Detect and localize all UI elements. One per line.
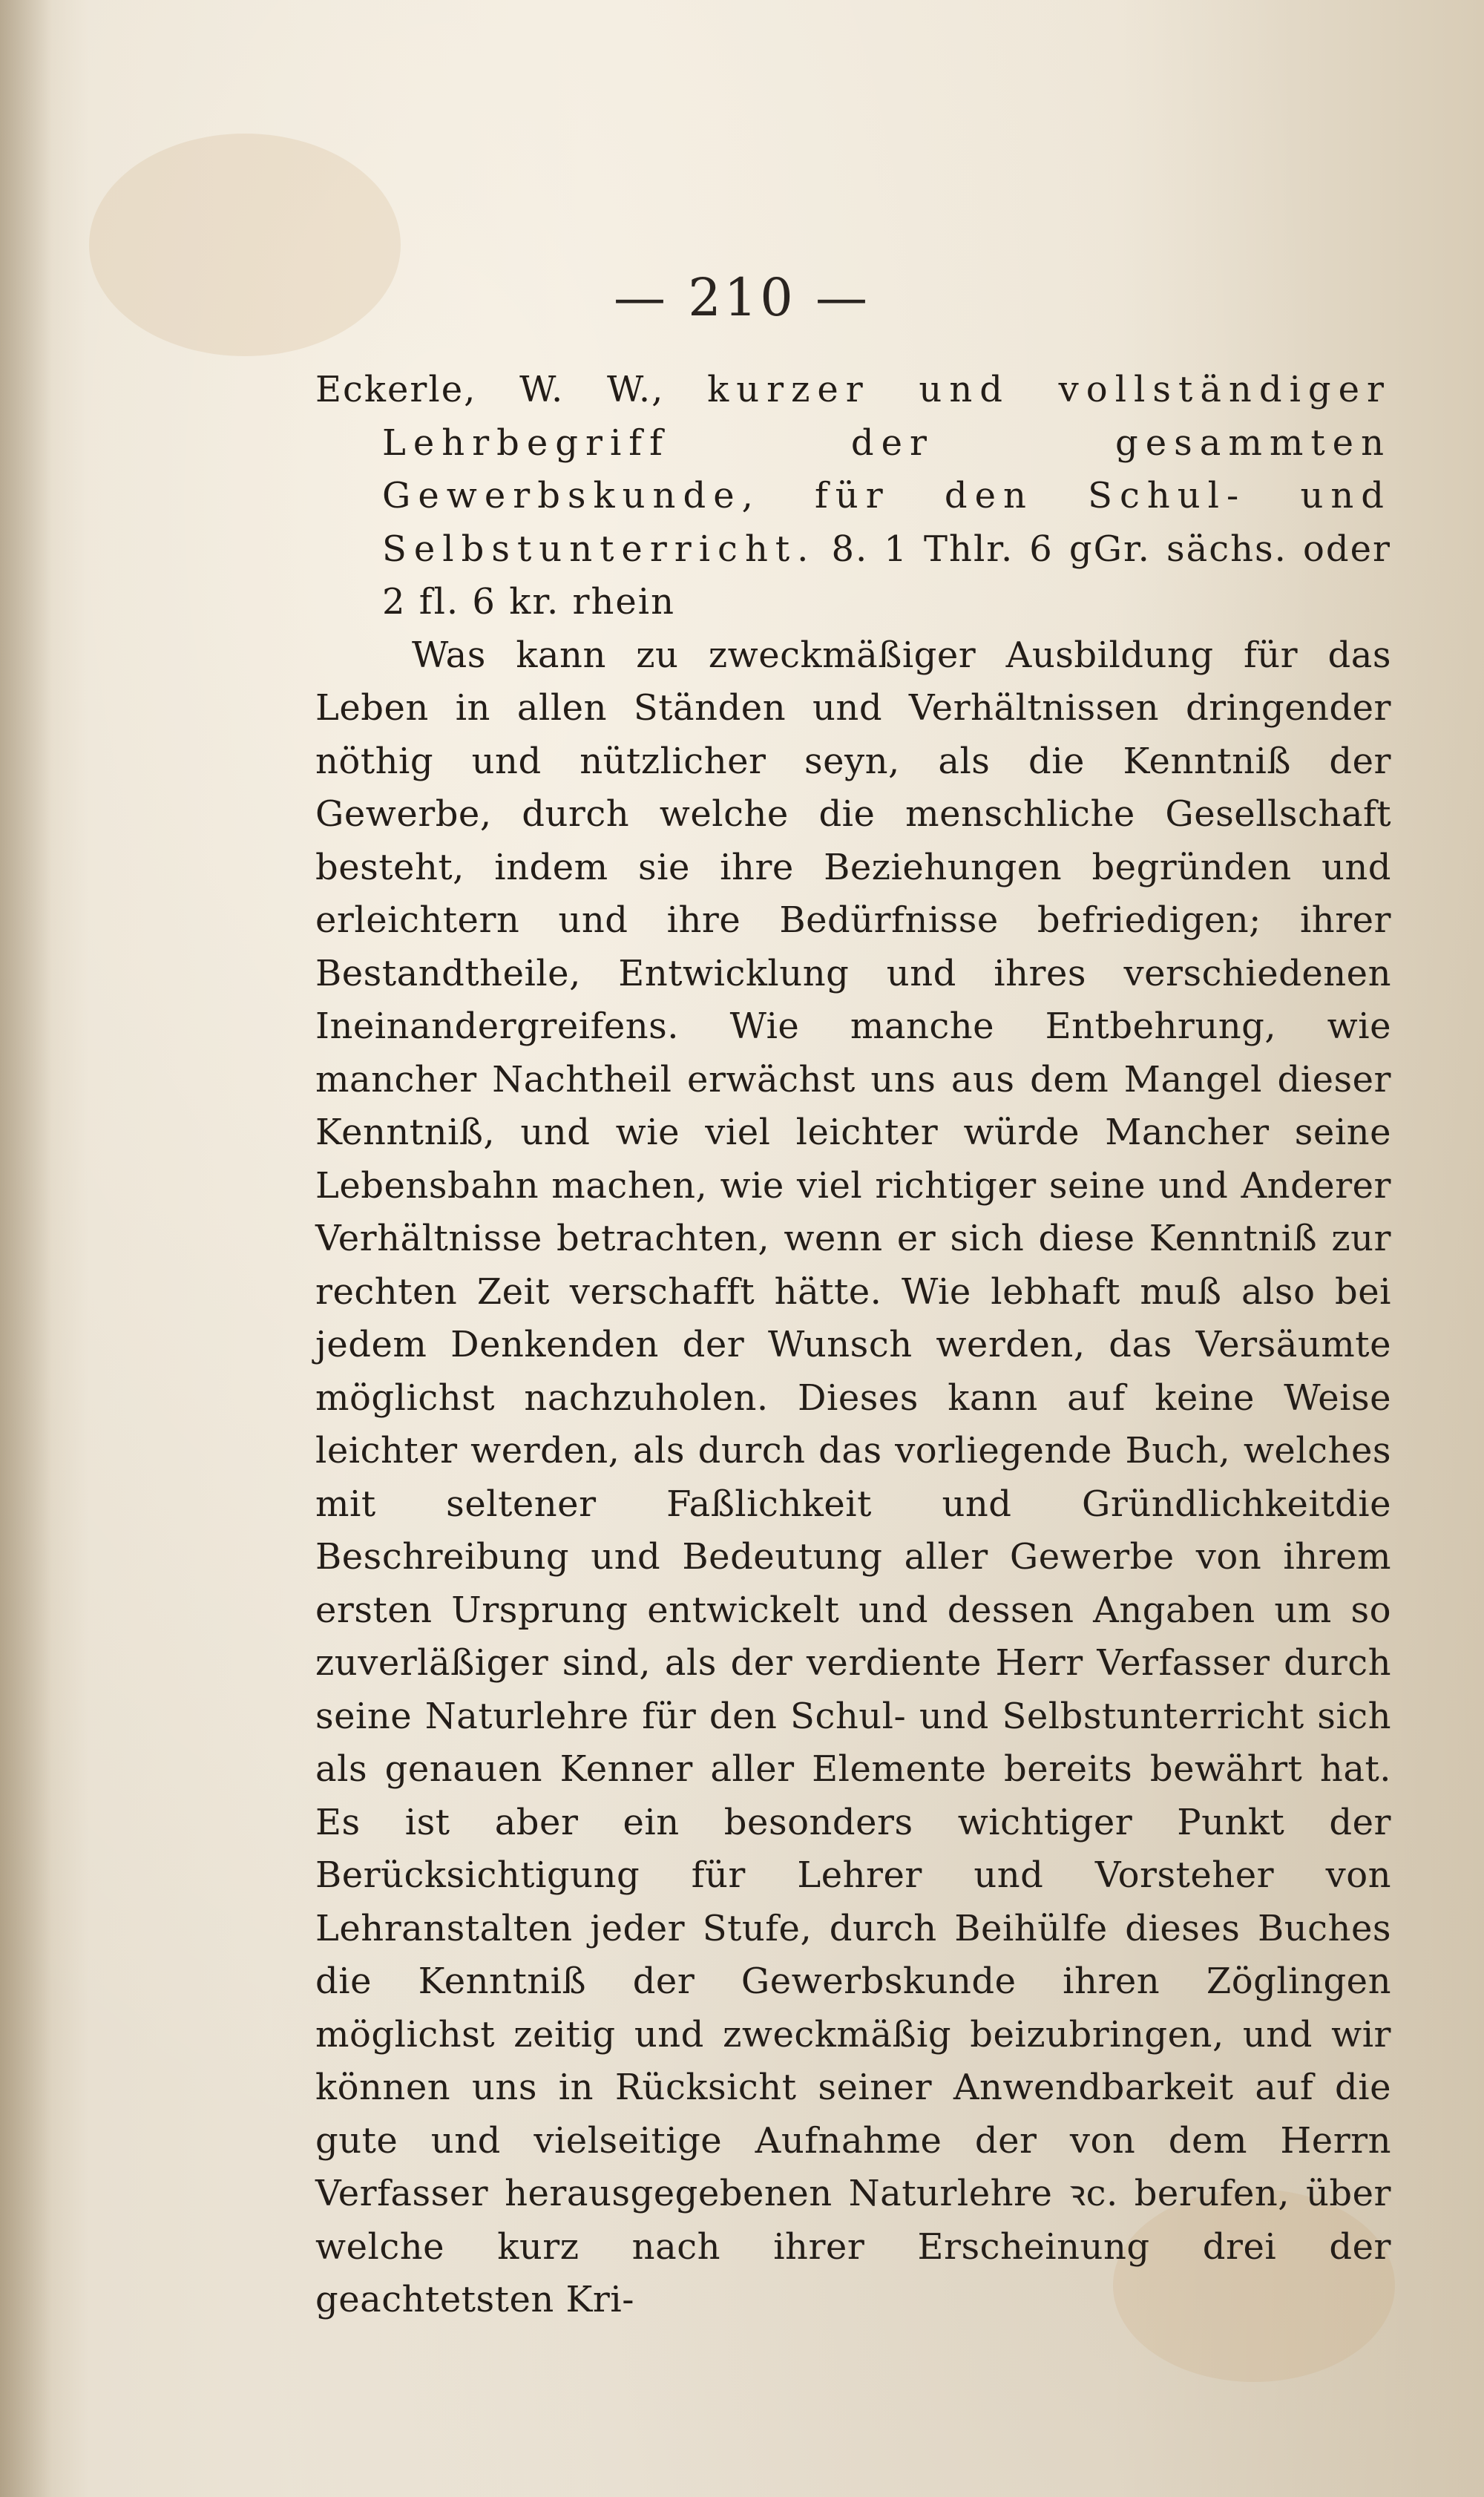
entry-title: kurzer und vollständiger Lehrbegriff der gesammten Gewerbskunde, für den Schul- und Selbstunterricht. [382,369,1391,570]
review-paragraph: Was kann zu zweckmäßiger Ausbildung für das Leben in allen Ständen und Verhältnissen dringender nöthig und nützlicher seyn, als die Kenntniß der Gewerbe, durch welche die menschliche Gesellschaft besteht, indem sie ihre Beziehungen begründen und erleichtern und ihre Bedürfnisse befriedigen; ihrer Bestandtheile, Entwicklung und ihres verschiedenen Ineinandergreifens. Wie manche Entbehrung, wie mancher Nachtheil erwächst uns aus dem Mangel dieser Kenntniß, und wie viel leichter würde Mancher seine Lebensbahn machen, wie viel richtiger seine und Anderer Verhältnisse betrachten, wenn er sich diese Kenntniß zur rechten Zeit verschafft hätte. Wie lebhaft muß also bei jedem Denkenden der Wunsch werden, das Versäumte möglichst nachzuholen. Dieses kann auf keine Weise leichter werden, als durch das vorliegende Buch, welches mit seltener Faßlichkeit und Gründlichkeitdie Beschreibung und Bedeutung aller Gewerbe von ihrem ersten Ursprung entwickelt und dessen Angaben um so zuverläßiger sind, als der verdiente Herr Verfasser durch seine Naturlehre für den Schul- und Selbstunterricht sich als genauen Kenner aller Elemente bereits bewährt hat. Es ist aber ein besonders wichtiger Punkt der Berücksichtigung für Lehrer und Vorsteher von Lehranstalten jeder Stufe, durch Beihülfe dieses Buches die Kenntniß der Gewerbskunde ihren Zöglingen möglichst zeitig und zweckmäßig beizubringen, und wir können uns in Rücksicht seiner Anwendbarkeit auf die gute und vielseitige Aufnahme der von dem Herrn Verfasser herausgegebenen Naturlehre ꝛc. berufen, über welche kurz nach ihrer Erscheinung drei der geachtetsten Kri- [315,634,1391,2320]
page-number: — 210 — [613,267,871,328]
entry-format: 8. [831,528,869,570]
page-gutter-shadow [0,0,52,2497]
entry-author: Eckerle, W. W., [315,369,665,410]
bibliographic-entry [315,364,1391,629]
page-content [315,364,1391,2327]
entry-price: 1 Thlr. 6 gGr. sächs. oder 2 fl. 6 kr. rhein [382,528,1392,623]
